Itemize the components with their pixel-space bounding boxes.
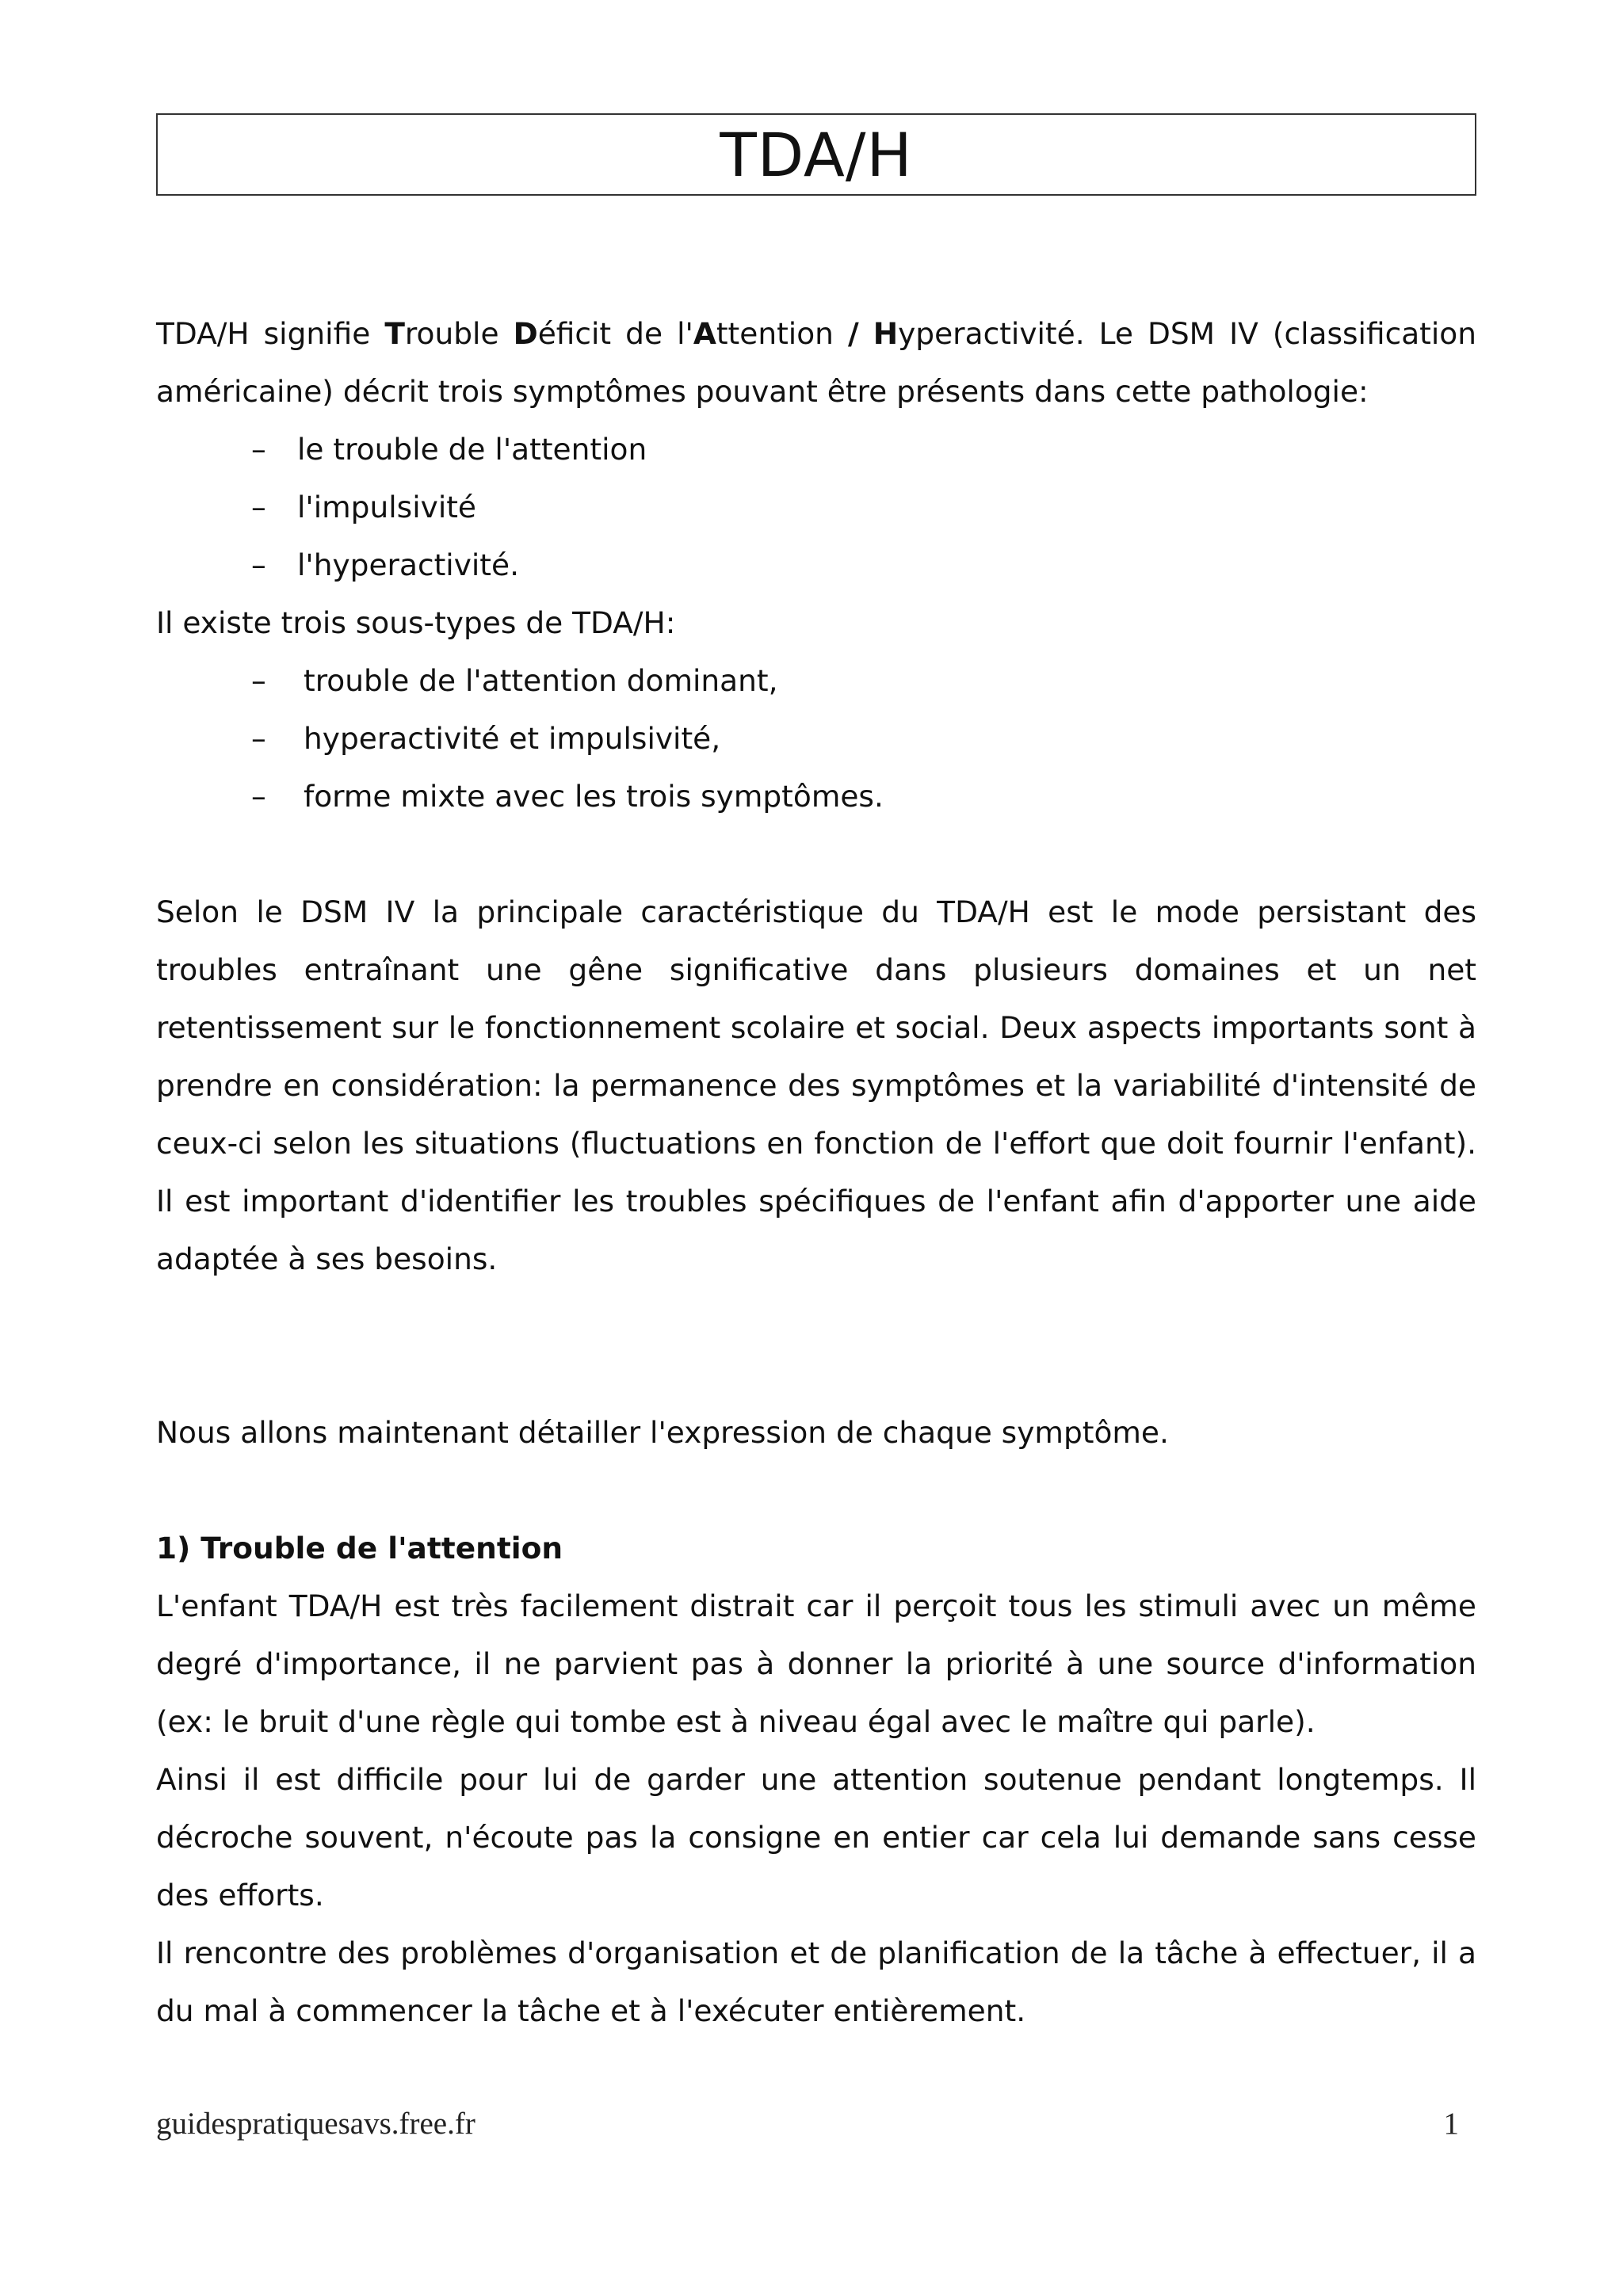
intro-paragraph — [156, 305, 1476, 421]
intro-text: yperactivité. Le DSM IV (classification américaine) décrit trois symptômes pouvant être présents dans cette pathologie: — [156, 316, 1477, 409]
dash-bullet: – — [251, 663, 266, 698]
symptom-text: le trouble de l'attention — [297, 432, 647, 467]
page-number: 1 — [1443, 2107, 1459, 2141]
detail-intro: Nous allons maintenant détailler l'expression de chaque symptôme. — [156, 1415, 1169, 1450]
section-paragraph: Il rencontre des problèmes d'organisation et de planification de la tâche à effectuer, il a du mal à commencer la tâche et à l'exécuter entièrement. — [156, 1936, 1476, 2028]
subtype-text: forme mixte avec les trois symptômes. — [304, 779, 884, 814]
page-title: TDA/H — [720, 119, 913, 190]
list-item — [251, 710, 1476, 768]
subtype-text: hyperactivité et impulsivité, — [304, 721, 721, 756]
document-body — [156, 305, 1476, 2040]
section-paragraph: L'enfant TDA/H est très facilement distrait car il perçoit tous les stimuli avec un même degré d'importance, il ne parvient pas à donner la priorité à une source d'information (ex: le bruit d'une règle qui tombe est à niveau égal avec le maître qui parle). — [156, 1589, 1476, 1739]
intro-text: ttention — [716, 316, 848, 351]
dsm-paragraph: Selon le DSM IV la principale caractéristique du TDA/H est le mode persistant des troubles entraînant une gêne significative dans plusieurs domaines et un net retentissement sur le fonctionnement scolaire et social. Deux aspects importants sont à prendre en considération: la permanence des symptômes et la variabilité d'intensité de ceux-ci selon les situations (fluctuations en fonction de l'effort que doit fournir l'enfant). Il est important d'identifier les troubles spécifiques de l'enfant afin d'apporter une aide adaptée à ses besoins. — [156, 894, 1476, 1276]
subtype-text: trouble de l'attention dominant, — [304, 663, 778, 698]
list-item — [251, 479, 1476, 536]
spacer — [156, 1462, 1476, 1520]
title-box — [156, 113, 1476, 196]
section-paragraph: Ainsi il est difficile pour lui de garder une attention soutenue pendant longtemps. Il décroche souvent, n'écoute pas la consigne en entier car cela lui demande sans cesse des efforts. — [156, 1762, 1476, 1913]
subtypes-list — [156, 652, 1476, 826]
spacer — [156, 1288, 1476, 1404]
spacer — [156, 826, 1476, 883]
dash-bullet: – — [251, 779, 266, 814]
list-item — [251, 768, 1476, 826]
dash-bullet: – — [251, 490, 266, 524]
list-item — [251, 652, 1476, 710]
acronym-letter-t: T — [384, 316, 405, 351]
symptoms-list — [156, 421, 1476, 594]
page-footer — [156, 2106, 1459, 2142]
dash-bullet: – — [251, 547, 266, 582]
acronym-slash: / — [847, 316, 859, 351]
section-heading: 1) Trouble de l'attention — [156, 1531, 563, 1566]
intro-space — [859, 316, 873, 351]
dash-bullet: – — [251, 432, 266, 467]
acronym-letter-d: D — [513, 316, 538, 351]
intro-text: TDA/H signifie — [156, 316, 385, 351]
footer-site: guidespratiquesavs.free.fr — [156, 2107, 475, 2141]
symptom-text: l'hyperactivité. — [297, 547, 520, 582]
intro-text: éficit de l' — [537, 316, 693, 351]
acronym-letter-h: H — [873, 316, 899, 351]
list-item — [251, 536, 1476, 594]
dash-bullet: – — [251, 721, 266, 756]
acronym-letter-a: A — [693, 316, 716, 351]
list-item — [251, 421, 1476, 479]
intro-text: rouble — [404, 316, 514, 351]
symptom-text: l'impulsivité — [297, 490, 477, 524]
subtypes-intro: Il existe trois sous-types de TDA/H: — [156, 605, 676, 640]
